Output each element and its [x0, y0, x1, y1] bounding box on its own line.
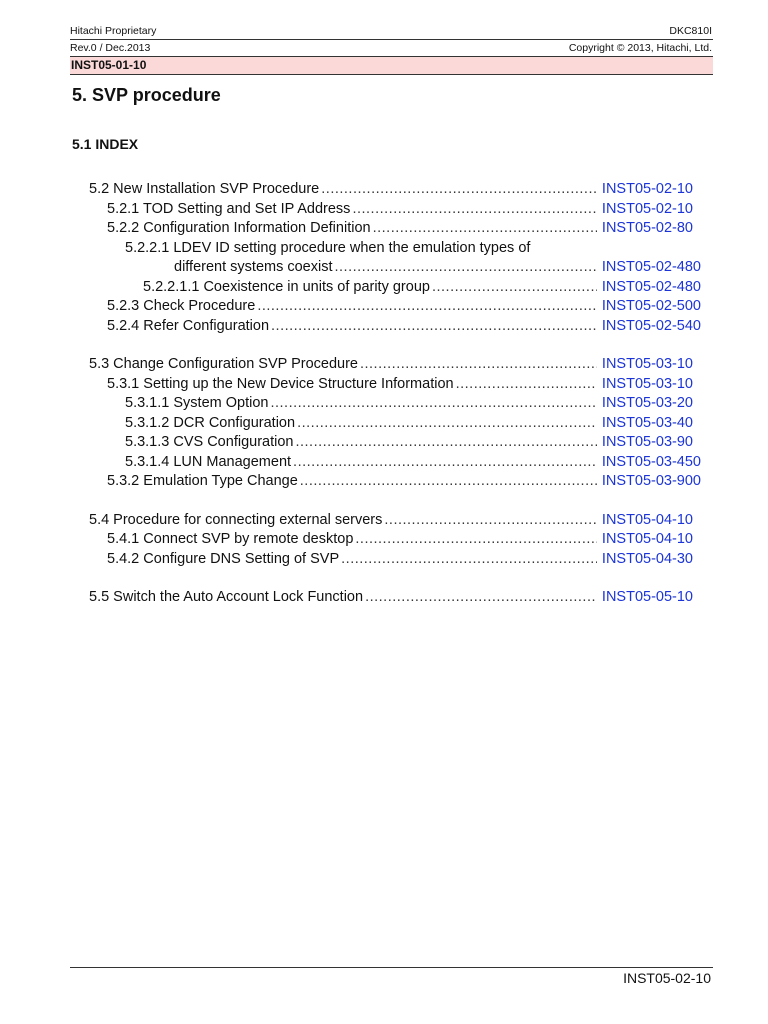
toc-entry[interactable]: 5.5 Switch the Auto Account Lock Function ..... INST05-05-10: [89, 588, 693, 608]
toc-entry[interactable]: different systems coexist ..... INST05-02-480: [174, 258, 701, 278]
toc-page-link[interactable]: INST05-03-450: [601, 453, 701, 470]
toc-page-link[interactable]: INST05-02-540: [601, 317, 701, 334]
toc-entry[interactable]: 5.2.1 TOD Setting and Set IP Address ..... INST05-02-10: [107, 200, 693, 220]
section-title: 5.1 INDEX: [72, 136, 139, 152]
toc-page-link[interactable]: INST05-04-30: [601, 550, 693, 567]
toc-entry[interactable]: 5.2.2.1.1 Coexistence in units of parity group ..... INST05-02-480: [143, 278, 701, 298]
toc-entry[interactable]: 5.4 Procedure for connecting external servers ..... INST05-04-10: [89, 511, 693, 531]
toc-page-link[interactable]: INST05-04-10: [601, 531, 693, 547]
proprietary-label: Hitachi Proprietary: [70, 25, 157, 37]
toc-entry[interactable]: 5.3.1.4 LUN Management ..... INST05-03-450: [125, 453, 701, 473]
toc-entry[interactable]: 5.4.1 Connect SVP by remote desktop ..... INST05-04-10: [107, 530, 693, 550]
toc-page-link[interactable]: INST05-03-40: [601, 414, 693, 431]
model-label: DKC810I: [669, 25, 712, 37]
toc-entry[interactable]: 5.3.1 Setting up the New Device Structure Information ..... INST05-03-10: [107, 375, 693, 395]
toc-entry-first-line: 5.2.2.1 LDEV ID setting procedure when the emulation types of: [125, 239, 531, 256]
toc-entry[interactable]: 5.3.1.2 DCR Configuration ..... INST05-03-40: [125, 414, 693, 434]
page-title: 5. SVP procedure: [72, 85, 221, 105]
toc-page-link[interactable]: INST05-02-480: [601, 278, 701, 295]
toc-entry[interactable]: 5.3.1.1 System Option ..... INST05-03-20: [125, 394, 693, 414]
toc-page-link[interactable]: INST05-02-500: [601, 298, 701, 314]
toc-entry[interactable]: 5.3.2 Emulation Type Change ..... INST05-03-900: [107, 472, 701, 492]
copyright-label: Copyright © 2013, Hitachi, Ltd.: [568, 42, 712, 54]
toc-page-link[interactable]: INST05-02-10: [601, 181, 693, 197]
toc-entry[interactable]: 5.2.2 Configuration Information Definition ..... INST05-02-80: [107, 219, 693, 239]
toc-page-link[interactable]: INST05-03-90: [601, 434, 693, 450]
doc-id: INST05-01-10: [71, 58, 147, 72]
toc-entry[interactable]: 5.2.3 Check Procedure ..... INST05-02-500: [107, 297, 701, 317]
toc-page-link[interactable]: INST05-03-900: [601, 473, 701, 489]
toc-entry[interactable]: 5.3 Change Configuration SVP Procedure ..... INST05-03-10: [89, 355, 693, 375]
toc-page-link[interactable]: INST05-03-10: [601, 375, 693, 392]
toc-page-link[interactable]: INST05-02-480: [601, 259, 701, 275]
revision-label: Rev.0 / Dec.2013: [70, 42, 151, 54]
toc-page-link[interactable]: INST05-04-10: [601, 511, 693, 528]
footer-page-id: INST05-02-10: [623, 970, 711, 986]
toc-entry[interactable]: 5.3.1.3 CVS Configuration ..... INST05-03-90: [125, 433, 693, 453]
footer-divider: [70, 967, 713, 968]
toc-entry[interactable]: 5.2 New Installation SVP Procedure ..... INST05-02-10: [89, 180, 693, 200]
toc-entry[interactable]: 5.2.4 Refer Configuration ..... INST05-02-540: [107, 317, 701, 337]
toc-page-link[interactable]: INST05-02-10: [601, 200, 693, 217]
toc-entry[interactable]: 5.4.2 Configure DNS Setting of SVP ..... INST05-04-30: [107, 550, 693, 570]
toc-page-link[interactable]: INST05-03-10: [601, 356, 693, 372]
toc-page-link[interactable]: INST05-02-80: [601, 220, 693, 236]
toc-page-link[interactable]: INST05-03-20: [601, 395, 693, 411]
toc-page-link[interactable]: INST05-05-10: [601, 589, 693, 605]
